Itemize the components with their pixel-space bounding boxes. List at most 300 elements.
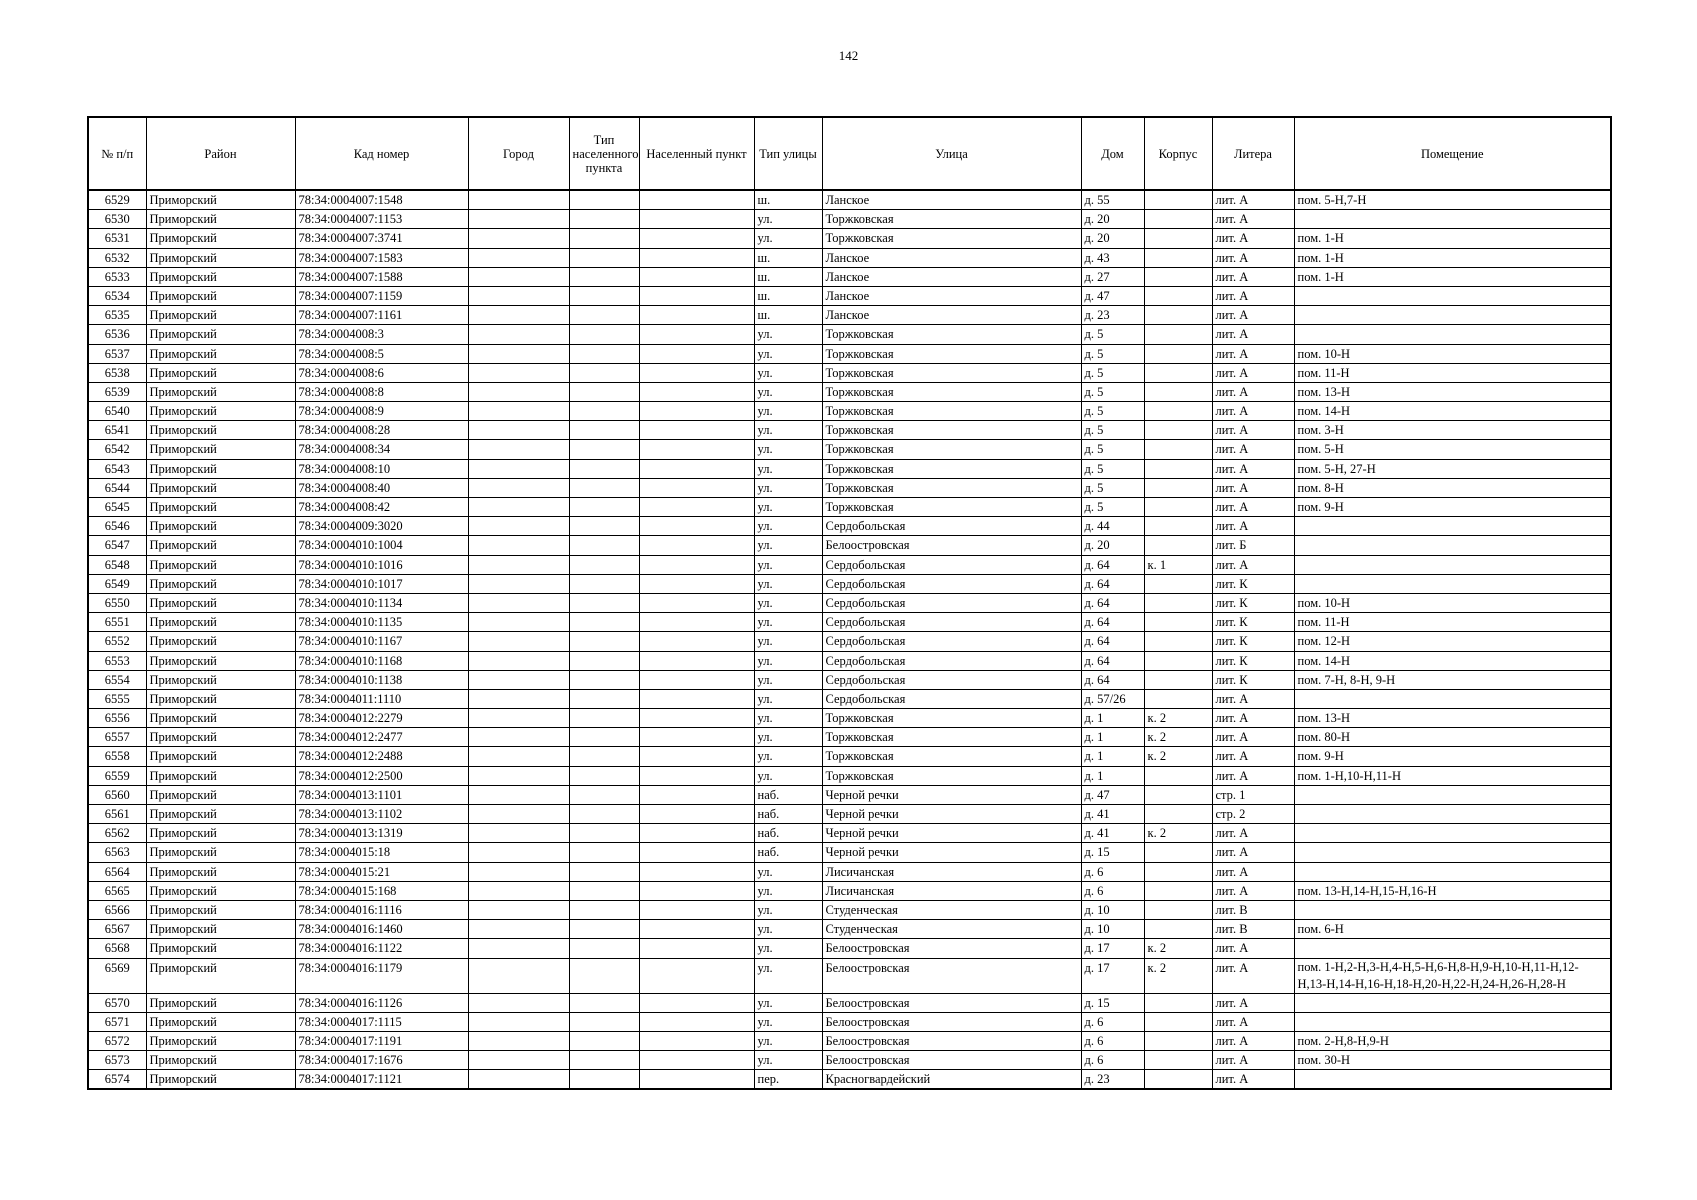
cell-house: д. 64 [1081,555,1144,574]
cell-district: Приморский [146,382,295,401]
cell-building [1144,344,1212,363]
table-row [88,651,1611,670]
cell-cadastral-number: 78:34:0004008:8 [295,382,468,401]
cell-letter: лит. А [1212,709,1294,728]
cell-building [1144,900,1212,919]
cell-cadastral-number: 78:34:0004010:1017 [295,574,468,593]
cell-letter: лит. А [1212,190,1294,210]
cell-settlement-type [569,747,639,766]
cell-letter: лит. А [1212,402,1294,421]
cell-letter: лит. А [1212,993,1294,1012]
cell-house: д. 1 [1081,709,1144,728]
cell-cadastral-number: 78:34:0004010:1016 [295,555,468,574]
cell-city [468,728,569,747]
cell-street-type: ш. [754,190,822,210]
cell-building [1144,210,1212,229]
cell-settlement-type [569,517,639,536]
cell-cadastral-number: 78:34:0004017:1191 [295,1031,468,1050]
table-row [88,344,1611,363]
cell-building [1144,613,1212,632]
cell-city [468,382,569,401]
cell-premises [1294,843,1611,862]
cell-premises [1294,536,1611,555]
cell-premises: пом. 3-Н [1294,421,1611,440]
cell-street-type: ул. [754,920,822,939]
cell-settlement [639,613,754,632]
cell-letter: лит. А [1212,440,1294,459]
cell-street-type: ул. [754,651,822,670]
cell-index: 6561 [88,805,146,824]
cell-street: Красногвардейский [822,1070,1081,1090]
cell-premises: пом. 2-Н,8-Н,9-Н [1294,1031,1611,1050]
cell-settlement [639,785,754,804]
cell-city [468,248,569,267]
header-index: № п/п [88,117,146,190]
cell-premises: пом. 5-Н [1294,440,1611,459]
cell-street-type: ул. [754,862,822,881]
table-row [88,210,1611,229]
cell-house: д. 5 [1081,478,1144,497]
cell-building [1144,498,1212,517]
cell-letter: лит. А [1212,747,1294,766]
table-row [88,459,1611,478]
cell-street-type: ул. [754,498,822,517]
cell-settlement [639,881,754,900]
cell-letter: лит. А [1212,939,1294,958]
cell-index: 6574 [88,1070,146,1090]
cell-city [468,1051,569,1070]
cell-premises: пом. 13-Н [1294,709,1611,728]
cell-district: Приморский [146,325,295,344]
table-row [88,728,1611,747]
cell-cadastral-number: 78:34:0004012:2488 [295,747,468,766]
cell-house: д. 64 [1081,651,1144,670]
cell-house: д. 10 [1081,920,1144,939]
cell-district: Приморский [146,709,295,728]
cell-district: Приморский [146,210,295,229]
cell-premises [1294,1012,1611,1031]
cell-settlement [639,574,754,593]
cell-letter: лит. А [1212,1031,1294,1050]
cell-house: д. 5 [1081,363,1144,382]
cell-settlement-type [569,536,639,555]
cell-settlement-type [569,344,639,363]
cell-letter: лит. А [1212,286,1294,305]
cell-settlement [639,920,754,939]
cell-cadastral-number: 78:34:0004017:1121 [295,1070,468,1090]
cell-city [468,747,569,766]
cell-building [1144,382,1212,401]
cell-cadastral-number: 78:34:0004008:10 [295,459,468,478]
cell-building [1144,689,1212,708]
cell-city [468,689,569,708]
cell-street-type: ул. [754,574,822,593]
table-row [88,517,1611,536]
cell-premises: пом. 13-Н,14-Н,15-Н,16-Н [1294,881,1611,900]
table-row [88,478,1611,497]
cell-settlement [639,517,754,536]
cell-district: Приморский [146,881,295,900]
cell-street-type: ул. [754,478,822,497]
cell-premises: пом. 8-Н [1294,478,1611,497]
cell-city [468,210,569,229]
cell-letter: лит. А [1212,382,1294,401]
cell-index: 6530 [88,210,146,229]
cell-district: Приморский [146,440,295,459]
cell-settlement [639,306,754,325]
cell-city [468,498,569,517]
cell-premises [1294,286,1611,305]
table-row [88,363,1611,382]
cell-city [468,805,569,824]
cell-street: Торжковская [822,229,1081,248]
cell-index: 6551 [88,613,146,632]
cell-settlement-type [569,306,639,325]
cell-district: Приморский [146,267,295,286]
cell-premises [1294,1070,1611,1090]
cell-index: 6549 [88,574,146,593]
cell-street: Белоостровская [822,958,1081,993]
cell-settlement-type [569,689,639,708]
cell-building [1144,993,1212,1012]
cell-house: д. 20 [1081,229,1144,248]
cell-index: 6557 [88,728,146,747]
cell-house: д. 64 [1081,670,1144,689]
cell-settlement [639,1070,754,1090]
cell-street-type: ул. [754,689,822,708]
cell-street-type: ш. [754,248,822,267]
cell-letter: лит. А [1212,1070,1294,1090]
cell-city [468,766,569,785]
cell-city [468,306,569,325]
cell-premises: пом. 1-Н [1294,229,1611,248]
cell-settlement-type [569,478,639,497]
cell-letter: лит. А [1212,267,1294,286]
cell-city [468,824,569,843]
cell-settlement [639,1012,754,1031]
cell-street: Торжковская [822,747,1081,766]
cell-house: д. 10 [1081,900,1144,919]
cell-street: Черной речки [822,805,1081,824]
cell-street-type: ул. [754,440,822,459]
cell-settlement-type [569,1051,639,1070]
cell-settlement [639,229,754,248]
cell-street: Лисичанская [822,862,1081,881]
cell-house: д. 17 [1081,958,1144,993]
cell-cadastral-number: 78:34:0004016:1122 [295,939,468,958]
cell-index: 6569 [88,958,146,993]
cell-street: Ланское [822,267,1081,286]
cell-letter: лит. А [1212,958,1294,993]
cell-letter: лит. А [1212,363,1294,382]
cell-cadastral-number: 78:34:0004007:1153 [295,210,468,229]
cell-settlement [639,498,754,517]
cell-letter: лит. А [1212,306,1294,325]
cell-house: д. 5 [1081,325,1144,344]
table-row [88,613,1611,632]
cell-building [1144,805,1212,824]
cell-settlement [639,651,754,670]
cell-house: д. 64 [1081,574,1144,593]
cell-building: к. 2 [1144,958,1212,993]
cell-index: 6545 [88,498,146,517]
cell-cadastral-number: 78:34:0004010:1135 [295,613,468,632]
cell-street-type: ш. [754,286,822,305]
cell-district: Приморский [146,478,295,497]
cell-cadastral-number: 78:34:0004007:1588 [295,267,468,286]
cell-building [1144,536,1212,555]
cell-premises: пом. 14-Н [1294,651,1611,670]
cell-settlement-type [569,900,639,919]
cell-city [468,1070,569,1090]
cell-street: Торжковская [822,498,1081,517]
cell-premises [1294,939,1611,958]
cell-city [468,993,569,1012]
cell-district: Приморский [146,402,295,421]
cell-letter: лит. А [1212,555,1294,574]
cell-street-type: ул. [754,747,822,766]
table-row [88,1051,1611,1070]
cell-index: 6554 [88,670,146,689]
cell-premises [1294,900,1611,919]
cell-city [468,785,569,804]
cell-house: д. 47 [1081,286,1144,305]
cell-building: к. 2 [1144,824,1212,843]
cell-settlement-type [569,709,639,728]
cell-building [1144,632,1212,651]
cell-premises [1294,805,1611,824]
cell-city [468,517,569,536]
cell-cadastral-number: 78:34:0004016:1116 [295,900,468,919]
cell-building [1144,920,1212,939]
cell-district: Приморский [146,958,295,993]
cell-city [468,402,569,421]
cell-settlement-type [569,421,639,440]
cell-index: 6539 [88,382,146,401]
cell-street-type: ул. [754,363,822,382]
table-row [88,1070,1611,1090]
cell-street-type: ул. [754,459,822,478]
table-row [88,805,1611,824]
table-row [88,593,1611,612]
table-row [88,689,1611,708]
cell-premises: пом. 30-Н [1294,1051,1611,1070]
cell-city [468,881,569,900]
cell-settlement [639,805,754,824]
cell-district: Приморский [146,421,295,440]
cell-district: Приморский [146,498,295,517]
cell-cadastral-number: 78:34:0004008:28 [295,421,468,440]
cell-street-type: ул. [754,344,822,363]
cell-letter: лит. К [1212,632,1294,651]
cell-building [1144,478,1212,497]
cell-settlement [639,286,754,305]
cell-street-type: ул. [754,993,822,1012]
cell-settlement-type [569,805,639,824]
cell-street-type: ул. [754,382,822,401]
cell-street-type: ул. [754,1031,822,1050]
cell-settlement-type [569,440,639,459]
cell-cadastral-number: 78:34:0004008:42 [295,498,468,517]
cell-settlement-type [569,766,639,785]
cell-building [1144,440,1212,459]
cell-street-type: ул. [754,402,822,421]
cell-city [468,862,569,881]
cell-street-type: ул. [754,670,822,689]
cell-district: Приморский [146,286,295,305]
cell-building [1144,881,1212,900]
cell-district: Приморский [146,306,295,325]
cell-settlement [639,363,754,382]
cell-street-type: ш. [754,267,822,286]
cell-cadastral-number: 78:34:0004007:1161 [295,306,468,325]
table-row [88,382,1611,401]
cell-index: 6565 [88,881,146,900]
cell-street-type: ул. [754,958,822,993]
cell-city [468,900,569,919]
cell-settlement [639,958,754,993]
cell-letter: лит. А [1212,689,1294,708]
cell-street-type: наб. [754,785,822,804]
cell-city [468,670,569,689]
cell-letter: лит. А [1212,728,1294,747]
cell-city [468,478,569,497]
cell-street: Белоостровская [822,939,1081,958]
cell-building: к. 2 [1144,709,1212,728]
cell-index: 6532 [88,248,146,267]
cell-index: 6562 [88,824,146,843]
table-row [88,325,1611,344]
cell-street: Торжковская [822,478,1081,497]
cell-street-type: ул. [754,229,822,248]
cell-index: 6543 [88,459,146,478]
cell-premises [1294,325,1611,344]
cell-building [1144,286,1212,305]
cell-premises: пом. 9-Н [1294,498,1611,517]
cell-letter: лит. А [1212,459,1294,478]
cell-index: 6535 [88,306,146,325]
cell-settlement [639,190,754,210]
cell-district: Приморский [146,785,295,804]
cell-district: Приморский [146,632,295,651]
cell-street: Белоостровская [822,1031,1081,1050]
cell-street-type: ш. [754,306,822,325]
cell-house: д. 64 [1081,613,1144,632]
cell-index: 6550 [88,593,146,612]
cell-street: Черной речки [822,843,1081,862]
cell-city [468,1012,569,1031]
cell-building [1144,229,1212,248]
cell-district: Приморский [146,651,295,670]
cell-building [1144,267,1212,286]
cell-house: д. 5 [1081,402,1144,421]
cell-district: Приморский [146,900,295,919]
cell-street: Лисичанская [822,881,1081,900]
cell-settlement [639,824,754,843]
header-city: Город [468,117,569,190]
cell-settlement [639,344,754,363]
cell-cadastral-number: 78:34:0004010:1138 [295,670,468,689]
table-row [88,920,1611,939]
cell-street-type: ул. [754,421,822,440]
cell-street-type: ул. [754,210,822,229]
cell-index: 6541 [88,421,146,440]
cell-cadastral-number: 78:34:0004016:1460 [295,920,468,939]
cell-letter: лит. А [1212,843,1294,862]
cell-city [468,536,569,555]
cell-index: 6555 [88,689,146,708]
cell-premises [1294,824,1611,843]
cell-street: Торжковская [822,325,1081,344]
cell-street-type: ул. [754,1051,822,1070]
cell-street-type: наб. [754,843,822,862]
cell-settlement-type [569,728,639,747]
cell-settlement [639,993,754,1012]
cell-letter: лит. А [1212,325,1294,344]
cell-house: д. 23 [1081,306,1144,325]
cell-premises: пом. 14-Н [1294,402,1611,421]
table-row [88,1012,1611,1031]
cell-settlement [639,939,754,958]
cell-street: Ланское [822,190,1081,210]
cell-settlement [639,382,754,401]
cell-index: 6559 [88,766,146,785]
cell-settlement [639,766,754,785]
cell-street-type: ул. [754,766,822,785]
cell-street: Торжковская [822,402,1081,421]
cell-district: Приморский [146,593,295,612]
cell-cadastral-number: 78:34:0004010:1134 [295,593,468,612]
cell-letter: лит. К [1212,670,1294,689]
cell-settlement [639,267,754,286]
cell-premises [1294,993,1611,1012]
cell-settlement [639,325,754,344]
cell-house: д. 1 [1081,766,1144,785]
cell-cadastral-number: 78:34:0004015:21 [295,862,468,881]
cell-street-type: ул. [754,900,822,919]
cell-settlement [639,1031,754,1050]
cell-city [468,267,569,286]
header-building: Корпус [1144,117,1212,190]
cell-cadastral-number: 78:34:0004009:3020 [295,517,468,536]
cell-index: 6548 [88,555,146,574]
registry-table [87,116,1612,1090]
header-settlement: Населенный пункт [639,117,754,190]
cell-district: Приморский [146,248,295,267]
cell-index: 6534 [88,286,146,305]
cell-premises: пом. 7-Н, 8-Н, 9-Н [1294,670,1611,689]
cell-street: Торжковская [822,344,1081,363]
cell-street: Сердобольская [822,574,1081,593]
cell-index: 6547 [88,536,146,555]
cell-premises [1294,517,1611,536]
cell-house: д. 20 [1081,536,1144,555]
cell-street-type: ул. [754,709,822,728]
cell-city [468,459,569,478]
cell-street-type: ул. [754,555,822,574]
cell-settlement-type [569,993,639,1012]
cell-settlement-type [569,402,639,421]
cell-district: Приморский [146,363,295,382]
cell-building [1144,421,1212,440]
cell-building [1144,843,1212,862]
cell-street-type: наб. [754,824,822,843]
cell-city [468,613,569,632]
cell-cadastral-number: 78:34:0004012:2500 [295,766,468,785]
cell-premises: пом. 13-Н [1294,382,1611,401]
cell-cadastral-number: 78:34:0004008:9 [295,402,468,421]
cell-district: Приморский [146,993,295,1012]
